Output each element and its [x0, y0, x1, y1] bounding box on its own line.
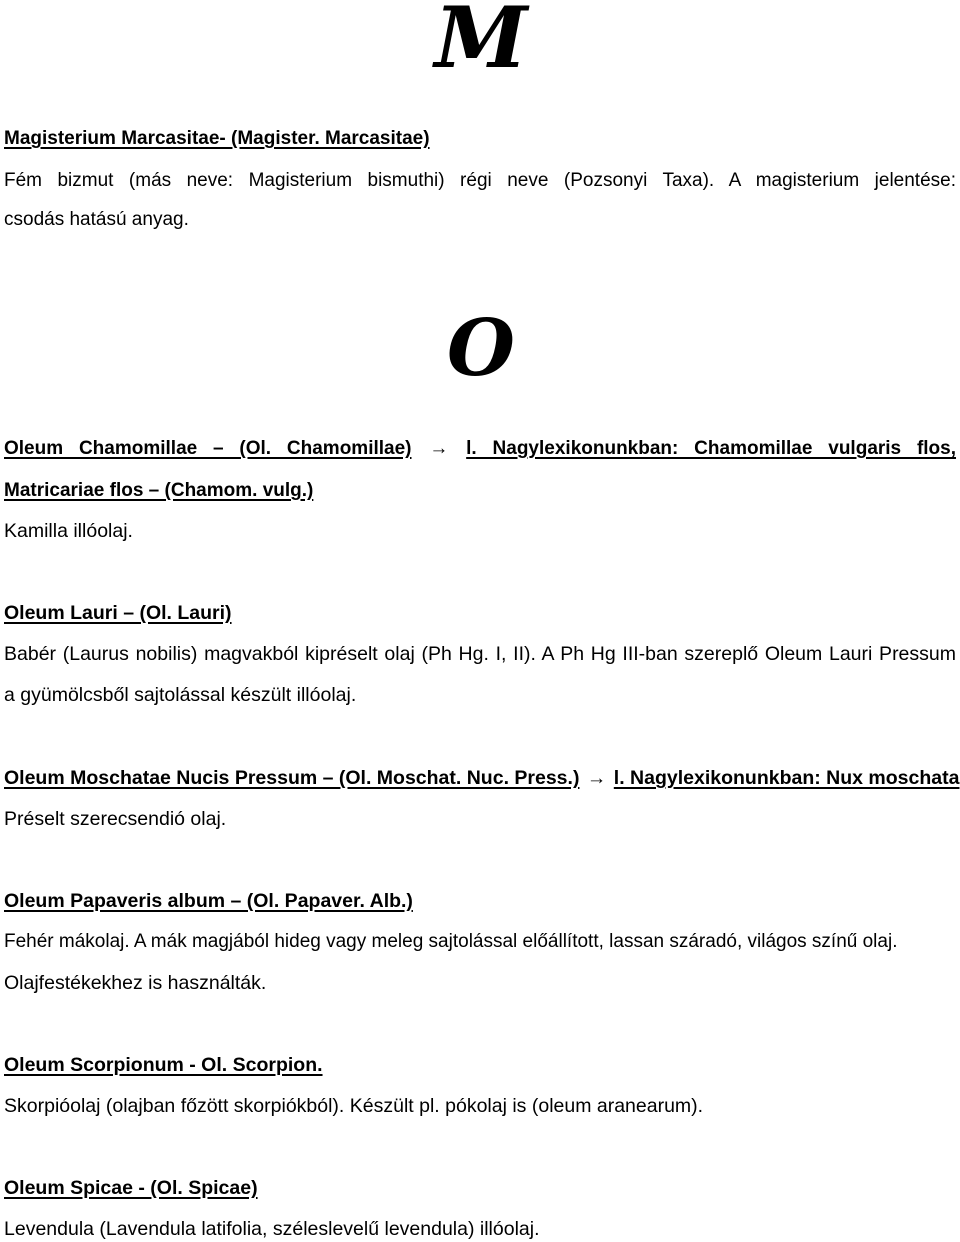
entry-text-scorpionum: Skorpióolaj (olajban főzött skorpiókból). Készült pl. pókolaj is (oleum aranearum). — [4, 1095, 704, 1117]
arrow-right-icon: → — [586, 767, 607, 789]
entry-title-moschatae-part1: Oleum Moschatae Nucis Pressum – (Ol. Moschat. Nuc. Press.) — [4, 767, 580, 789]
entry-text-lauri-1: Babér (Laurus nobilis) magvakból kipréselt olaj (Ph Hg. I, II). A Ph Hg III-ban szereplő Oleum Lauri Pressum — [4, 643, 956, 665]
entry-title-spicae: Oleum Spicae - (Ol. Spicae) — [4, 1177, 258, 1199]
entry-text-chamomillae: Kamilla illóolaj. — [4, 520, 133, 542]
entry-text-papaveris-2: Olajfestékekhez is használták. — [4, 972, 267, 994]
section-initial-m: M — [434, 0, 526, 87]
entry-title-papaveris: Oleum Papaveris album – (Ol. Papaver. Alb.) — [4, 890, 413, 912]
entry-title-lauri: Oleum Lauri – (Ol. Lauri) — [4, 602, 232, 624]
entry-text-lauri-2: a gyümölcsből sajtolással készült illóolaj. — [4, 684, 357, 706]
entry-title-chamomillae — [4, 436, 956, 462]
entry-title-moschatae-part2: l. Nagylexikonunkban: Nux moschata — [613, 767, 960, 789]
entry-title-moschatae — [4, 765, 959, 791]
entry-text-magisterium-1: Fém bizmut (más neve: Magisterium bismuthi) régi neve (Pozsonyi Taxa). A magisterium jelentése: — [4, 170, 956, 191]
section-initial-o: O — [447, 303, 513, 394]
entry-text-moschatae: Préselt szerecsendió olaj. — [4, 808, 227, 830]
entry-title-chamomillae-part2: l. Nagylexikonunkban: Chamomillae vulgaris flos, — [466, 438, 957, 459]
entry-title-scorpionum: Oleum Scorpionum - Ol. Scorpion. — [4, 1054, 323, 1076]
entry-title-chamomillae-line2: Matricariae flos – (Chamom. vulg.) — [4, 480, 314, 501]
entry-text-magisterium-2: csodás hatású anyag. — [4, 209, 189, 230]
entry-text-spicae: Levendula (Lavendula latifolia, széleslevelű levendula) illóolaj. — [4, 1218, 540, 1240]
entry-title-magisterium: Magisterium Marcasitae- (Magister. Marcasitae) — [4, 128, 430, 149]
arrow-right-icon: → — [429, 438, 449, 459]
entry-text-papaveris-1: Fehér mákolaj. A mák magjából hideg vagy meleg sajtolással előállított, lassan száradó, világos színű olaj. — [4, 931, 898, 952]
entry-title-chamomillae-part1: Oleum Chamomillae – (Ol. Chamomillae) — [4, 438, 412, 459]
